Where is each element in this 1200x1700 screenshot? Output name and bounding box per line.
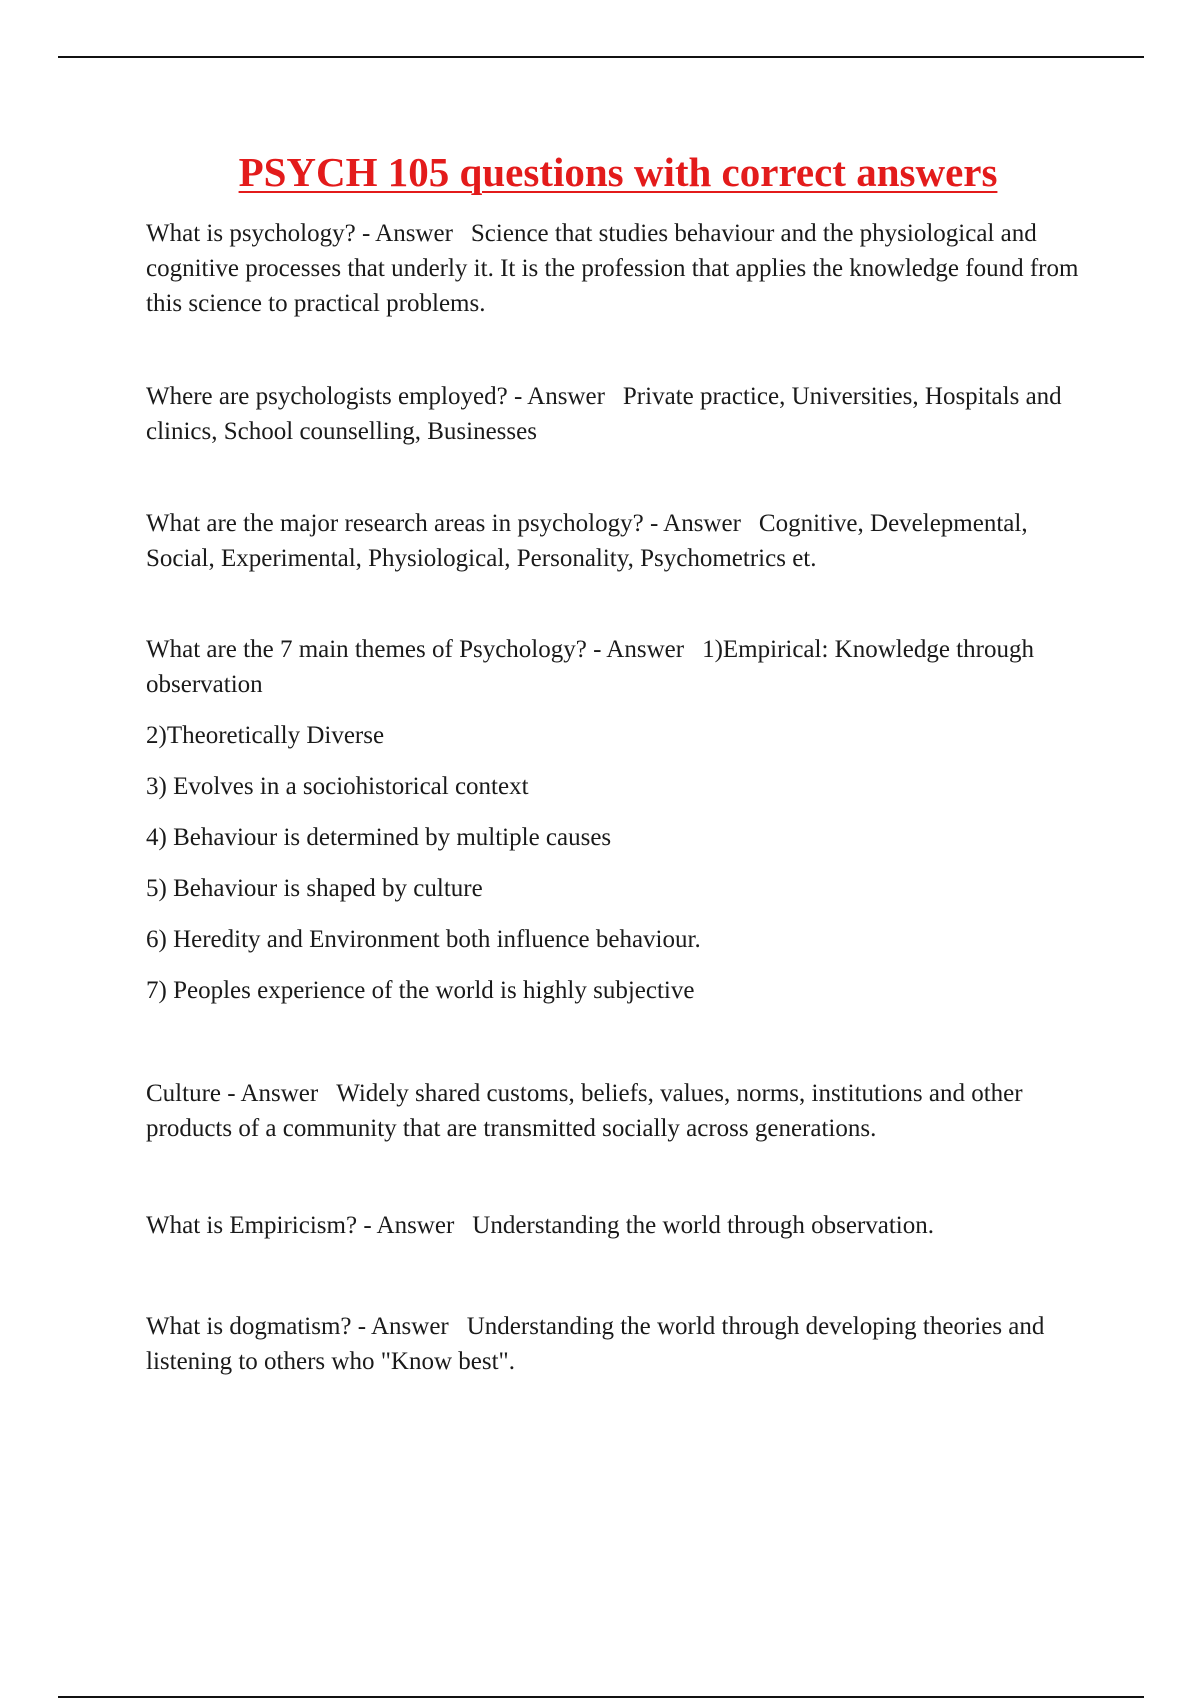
theme-item: 2)Theoretically Diverse xyxy=(146,722,385,749)
question-text: What is Empiricism? xyxy=(146,1212,358,1239)
answer-label: - Answer xyxy=(357,1313,449,1340)
question-text: What is psychology? xyxy=(146,220,356,247)
answer-text: 1)Empirical: Knowledge through observation xyxy=(146,636,1034,698)
answer-text: Cognitive, Develepmental, Social, Experimental, Physiological, Personality, Psychometrics et. xyxy=(146,510,1028,572)
document-title: PSYCH 105 questions with correct answers xyxy=(238,149,998,195)
theme-item: 5) Behaviour is shaped by culture xyxy=(146,875,483,902)
question-text: What are the major research areas in psychology? xyxy=(146,510,644,537)
question-text: Where are psychologists employed? xyxy=(146,383,508,410)
theme-item: 6) Heredity and Environment both influence behaviour. xyxy=(146,926,701,953)
qa-entry-1 xyxy=(146,216,1086,321)
qa-entry-4 xyxy=(146,632,1086,702)
qa-entry-5 xyxy=(146,1076,1086,1146)
question-text: Culture xyxy=(146,1080,221,1107)
qa-entry-7 xyxy=(146,1309,1086,1379)
theme-item: 3) Evolves in a sociohistorical context xyxy=(146,773,529,800)
answer-text: Understanding the world through developing theories and listening to others who "Know best". xyxy=(146,1313,1045,1375)
qa-entry-3 xyxy=(146,506,1086,576)
document-body xyxy=(146,216,1086,1379)
top-rule xyxy=(58,56,1144,58)
qa-entry-6 xyxy=(146,1208,1086,1243)
answer-label: - Answer xyxy=(227,1080,319,1107)
qa-entry-2 xyxy=(146,379,1086,449)
question-text: What is dogmatism? xyxy=(146,1313,352,1340)
answer-label: - Answer xyxy=(513,383,605,410)
question-text: What are the 7 main themes of Psychology? xyxy=(146,636,587,663)
answer-label: - Answer xyxy=(361,220,453,247)
answer-label: - Answer xyxy=(363,1212,455,1239)
answer-text: Widely shared customs, beliefs, values, norms, institutions and other products of a community that are transmitted socially across generations. xyxy=(146,1080,1023,1142)
answer-label: - Answer xyxy=(593,636,685,663)
answer-text: Understanding the world through observation. xyxy=(472,1212,934,1239)
bottom-rule xyxy=(58,1696,1144,1698)
answer-text: Science that studies behaviour and the physiological and cognitive processes that underly it. It is the profession that applies the knowledge found from this science to practical problems. xyxy=(146,220,1079,317)
theme-item: 7) Peoples experience of the world is highly subjective xyxy=(146,977,695,1004)
theme-item: 4) Behaviour is determined by multiple causes xyxy=(146,824,612,851)
answer-label: - Answer xyxy=(649,510,741,537)
answer-text: Private practice, Universities, Hospitals and clinics, School counselling, Businesses xyxy=(146,383,1062,445)
